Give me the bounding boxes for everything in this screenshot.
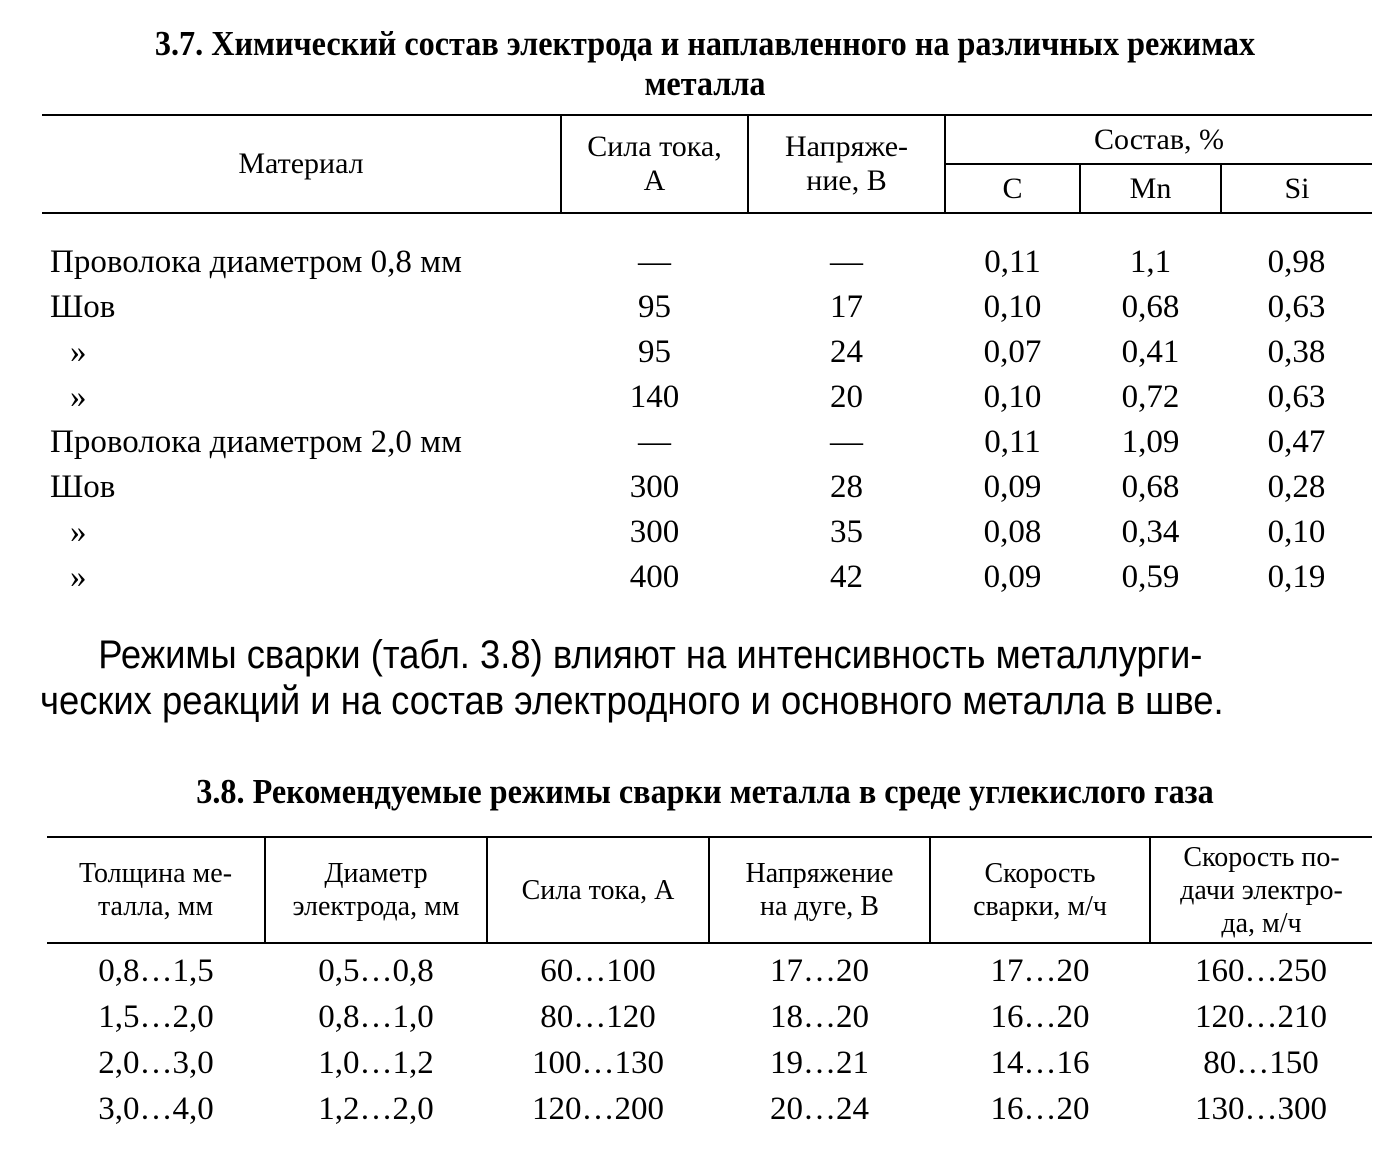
table-row (42, 330, 1372, 375)
header-diameter (265, 837, 487, 943)
cell-current: — (638, 424, 671, 460)
cell-c: 0,11 (984, 244, 1041, 280)
cell-material: Шов (50, 289, 116, 325)
cell-voltage: 42 (830, 559, 863, 595)
table-row (42, 285, 1372, 330)
cell-feed: 160…250 (1195, 952, 1327, 989)
cell-si: 0,63 (1267, 379, 1326, 415)
cell-si: 0,28 (1267, 469, 1326, 505)
cell-speed: 17…20 (990, 952, 1090, 989)
cell-c: 0,07 (983, 334, 1042, 370)
table-row (42, 420, 1372, 465)
cell-current: 300 (629, 469, 680, 505)
cell-thickness: 0,8…1,5 (98, 952, 214, 989)
cell-mn: 0,68 (1121, 289, 1180, 325)
cell-voltage: 20…24 (770, 1090, 869, 1127)
cell-material: Проволока диаметром 0,8 мм (50, 244, 462, 280)
cell-current: 400 (629, 559, 680, 595)
cell-voltage: 28 (830, 469, 863, 505)
cell-mn: 0,68 (1121, 469, 1180, 505)
header-feed-line1: Скорость по- (1183, 841, 1340, 873)
cell-feed: 120…210 (1195, 998, 1327, 1035)
cell-si: 0,38 (1267, 334, 1326, 370)
cell-voltage: 17…20 (770, 952, 869, 989)
cell-voltage: 24 (830, 334, 863, 370)
paragraph-line-1: Режимы сварки (табл. 3.8) влияют на интенсивность металлурги- (98, 633, 1203, 677)
table-row (42, 375, 1372, 420)
cell-thickness: 1,5…2,0 (98, 998, 214, 1035)
cell-si: 0,10 (1267, 514, 1326, 550)
cell-current: — (638, 244, 671, 280)
cell-c: 0,10 (983, 289, 1042, 325)
table-row (42, 510, 1372, 555)
cell-material: » (70, 379, 87, 415)
cell-feed: 130…300 (1195, 1090, 1327, 1127)
header-voltage-line2: ние, В (806, 164, 887, 197)
header-feed (1150, 837, 1372, 943)
table-3-8-caption: 3.8. Рекомендуемые режимы сварки металла в среде углекислого газа (196, 772, 1214, 811)
cell-current: 140 (629, 379, 680, 415)
header-voltage (709, 837, 930, 943)
cell-diameter: 0,5…0,8 (318, 952, 434, 989)
cell-speed: 14…16 (990, 1044, 1090, 1081)
cell-diameter: 1,0…1,2 (318, 1044, 434, 1081)
cell-voltage: — (830, 424, 863, 460)
cell-material: Проволока диаметром 2,0 мм (50, 424, 462, 460)
cell-c: 0,09 (983, 559, 1042, 595)
table-3-7-caption: 3.7. Химический состав электрода и наплавленного на различных режимах металла (154, 24, 1256, 103)
header-feed-line3: да, м/ч (1221, 907, 1302, 939)
cell-voltage: 20 (830, 379, 863, 415)
cell-thickness: 2,0…3,0 (98, 1044, 214, 1081)
header-speed-line1: Скорость (984, 858, 1096, 889)
cell-mn: 0,59 (1121, 559, 1180, 595)
header-material: Материал (42, 115, 561, 213)
header-speed (930, 837, 1150, 943)
cell-material: » (70, 514, 87, 550)
cell-current: 95 (638, 289, 671, 325)
header-current-line1: Сила тока, (587, 130, 722, 163)
cell-si: 0,63 (1267, 289, 1326, 325)
cell-si: 0,98 (1267, 244, 1326, 280)
table-3-7 (42, 114, 1372, 600)
cell-feed: 80…150 (1203, 1044, 1319, 1081)
header-si: Si (1221, 164, 1372, 213)
cell-material: » (70, 334, 87, 370)
header-current: Сила тока, А (487, 837, 709, 943)
header-current (561, 115, 748, 213)
header-composition: Состав, % (945, 115, 1372, 164)
header-voltage-line1: Напряже- (784, 130, 909, 163)
header-c: C (945, 164, 1080, 213)
cell-current: 95 (638, 334, 671, 370)
cell-si: 0,19 (1267, 559, 1326, 595)
header-mn: Mn (1080, 164, 1221, 213)
header-thickness-line1: Толщина ме- (78, 858, 233, 889)
cell-c: 0,09 (983, 469, 1042, 505)
table-row (42, 213, 1372, 285)
cell-voltage: 17 (830, 289, 863, 325)
body-paragraph (40, 632, 1369, 724)
cell-mn: 0,41 (1121, 334, 1180, 370)
header-voltage-line2: на дуге, В (760, 891, 879, 922)
cell-c: 0,11 (984, 424, 1041, 460)
cell-mn: 0,34 (1121, 514, 1180, 550)
cell-c: 0,08 (983, 514, 1042, 550)
cell-current: 80…120 (540, 998, 656, 1035)
header-diameter-line1: Диаметр (324, 858, 428, 889)
paragraph-line-2: ческих реакций и на состав электродного и основного металла в шве. (40, 679, 1224, 723)
cell-material: Шов (50, 469, 116, 505)
cell-mn: 1,09 (1121, 424, 1180, 460)
cell-si: 0,47 (1267, 424, 1326, 460)
table-row (47, 994, 1372, 1040)
table-3-8 (47, 836, 1372, 1132)
cell-mn: 1,1 (1129, 244, 1172, 280)
header-speed-line2: сварки, м/ч (973, 891, 1107, 922)
cell-current: 300 (629, 514, 680, 550)
cell-mn: 0,72 (1121, 379, 1180, 415)
cell-c: 0,10 (983, 379, 1042, 415)
cell-voltage: 19…21 (770, 1044, 869, 1081)
cell-current: 100…130 (532, 1044, 664, 1081)
cell-speed: 16…20 (990, 998, 1090, 1035)
cell-current: 60…100 (540, 952, 656, 989)
cell-material: » (70, 559, 87, 595)
header-voltage-line1: Напряжение (745, 858, 894, 889)
cell-thickness: 3,0…4,0 (98, 1090, 214, 1127)
table-row (47, 1086, 1372, 1132)
table-row (42, 555, 1372, 600)
cell-diameter: 0,8…1,0 (318, 998, 434, 1035)
cell-voltage: 18…20 (770, 998, 869, 1035)
cell-current: 120…200 (532, 1090, 664, 1127)
cell-voltage: — (830, 244, 863, 280)
header-feed-line2: дачи электро- (1180, 874, 1343, 906)
cell-diameter: 1,2…2,0 (318, 1090, 434, 1127)
cell-voltage: 35 (830, 514, 863, 550)
table-row (42, 465, 1372, 510)
cell-speed: 16…20 (990, 1090, 1090, 1127)
header-voltage (748, 115, 945, 213)
header-thickness-line2: талла, мм (97, 891, 214, 922)
table-row (47, 1040, 1372, 1086)
header-thickness (47, 837, 265, 943)
header-diameter-line2: электрода, мм (292, 891, 460, 922)
header-current-line2: А (643, 164, 666, 197)
table-row (47, 943, 1372, 994)
